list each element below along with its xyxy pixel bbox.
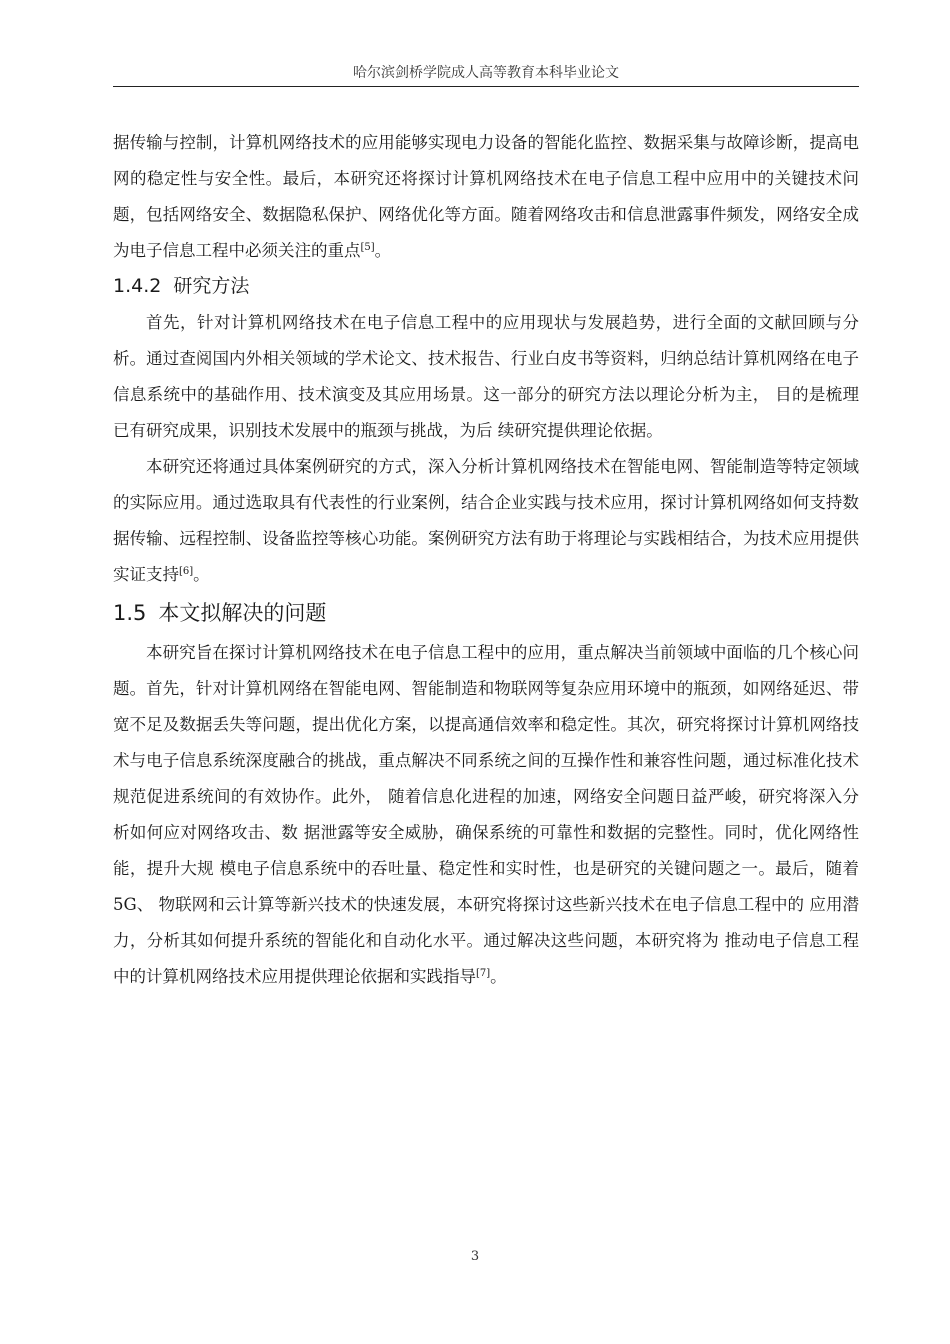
paragraph-end: 。 — [490, 967, 507, 986]
section-number: 1.4.2 — [113, 275, 162, 297]
paragraph — [113, 449, 859, 593]
paragraph — [113, 635, 859, 995]
section-title: 本文拟解决的问题 — [158, 601, 327, 625]
running-header: 哈尔滨剑桥学院成人高等教育本科毕业论文 — [353, 65, 619, 81]
page-number: 3 — [470, 1249, 480, 1264]
paragraph-text: 本研究还将通过具体案例研究的方式，深入分析计算机网络技术在智能电网、智能制造等特定领域的实际应用。通过选取具有代表性的行业案例，结合企业实践与技术应用，探讨计算机网络如何支持数据传输、远程控制、设备监控等核心功能。案例研究方法有助于将理论与实践相结合，为技术应用提供实证支持 — [113, 457, 859, 584]
paragraph-continued — [113, 125, 859, 269]
paragraph-text: 首先，针对计算机网络技术在电子信息工程中的应用现状与发展趋势，进行全面的文献回顾与分析。通过查阅国内外相关领域的学术论文、技术报告、行业白皮书等资料，归纳总结计算机网络在电子信息系统中的基础作用、技术演变及其应用场景。这一部分的研究方法以理论分析为主， 目的是梳理已有研究成果，识别技术发展中的瓶颈与挑战，为后 续研究提供理论依据。 — [113, 313, 859, 440]
citation: [6] — [179, 566, 194, 577]
section-heading-1-5 — [113, 597, 859, 629]
section-title: 研究方法 — [173, 275, 250, 297]
document-body — [113, 125, 859, 995]
header-rule — [113, 86, 859, 87]
citation: [5] — [360, 242, 375, 253]
section-heading-1-4-2 — [113, 271, 859, 301]
paragraph-end: 。 — [193, 565, 210, 584]
paragraph-text: 本研究旨在探讨计算机网络技术在电子信息工程中的应用，重点解决当前领域中面临的几个核心问题。首先，针对计算机网络在智能电网、智能制造和物联网等复杂应用环境中的瓶颈，如网络延迟、带宽不足及数据丢失等问题，提出优化方案，以提高通信效率和稳定性。其次，研究将探讨计算机网络技术与电子信息系统深度融合的挑战，重点解决不同系统之间的互操作性和兼容性问题，通过标准化技术规范促进系统间的有效协作。此外， 随着信息化进程的加速，网络安全问题日益严峻，研究将深入分析如何应对网络攻击、数 据泄露等安全威胁，确保系统的可靠性和数据的完整性。同时，优化网络性能，提升大规 模电子信息系统中的吞吐量、稳定性和实时性，也是研究的关键问题之一。最后，随着 5G、 物联网和云计算等新兴技术的快速发展，本研究将探讨这些新兴技术在电子信息工程中的 应用潜力，分析其如何提升系统的智能化和自动化水平。通过解决这些问题，本研究将为 推动电子信息工程中的计算机网络技术应用提供理论依据和实践指导 — [113, 643, 859, 986]
paragraph-end: 。 — [374, 241, 392, 260]
paragraph — [113, 305, 859, 449]
paragraph-text: 据传输与控制，计算机网络技术的应用能够实现电力设备的智能化监控、数据采集与故障诊断，提高电网的稳定性与安全性。最后，本研究还将探讨计算机网络技术在电子信息工程中应用中的关键技术问题，包括网络安全、数据隐私保护、网络优化等方面。随着网络攻击和信息泄露事件频发，网络安全成为电子信息工程中必须关注的重点 — [113, 133, 859, 260]
citation: [7] — [476, 968, 491, 979]
section-number: 1.5 — [113, 601, 147, 625]
